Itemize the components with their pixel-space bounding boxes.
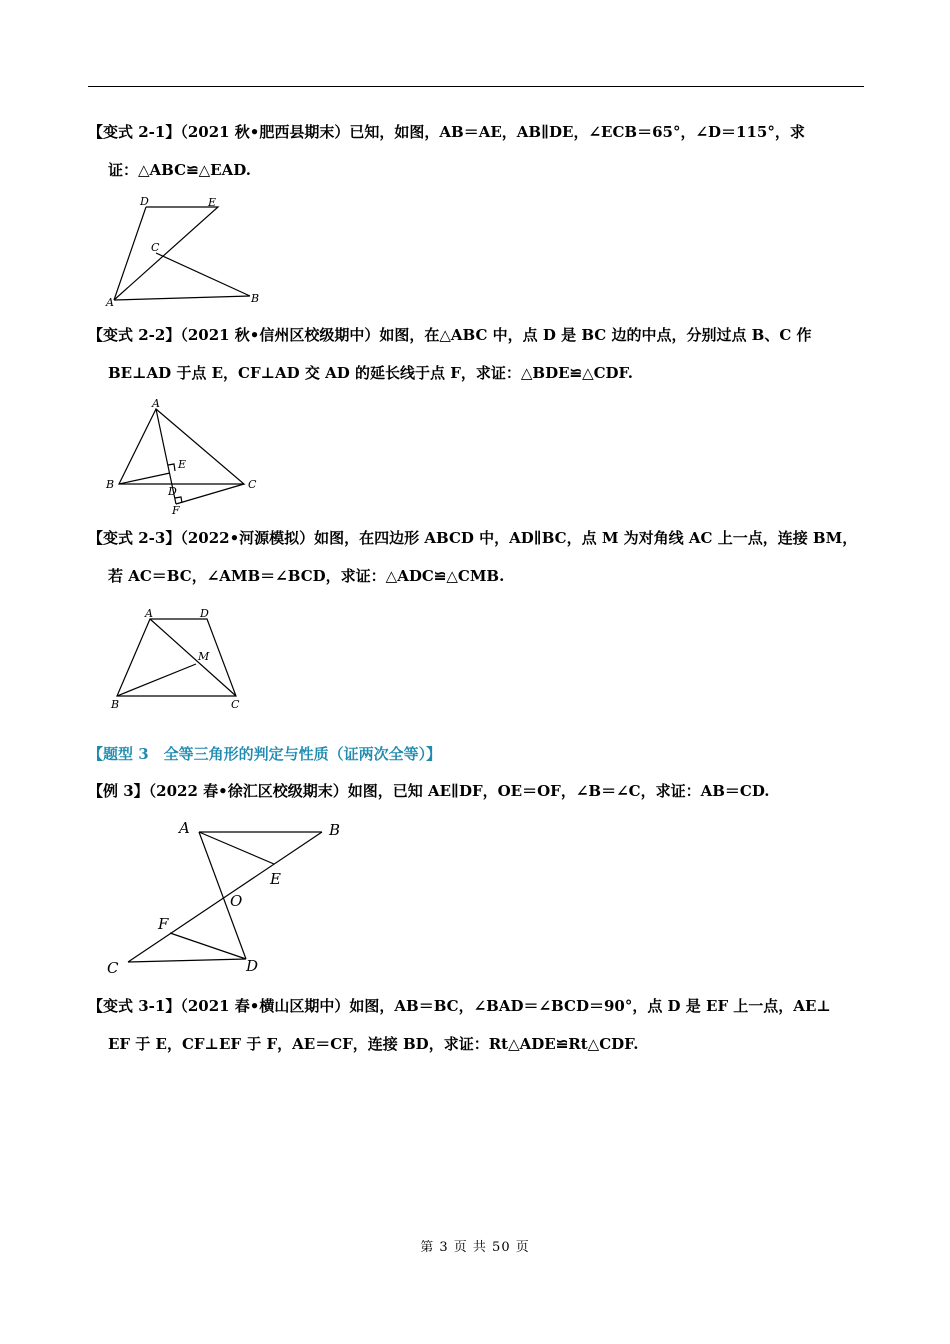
example-3-line1: 【例 3】（2022 春•徐汇区校级期末）如图，已知 AE∥DF，OE＝OF，∠B＝∠C，求证：AB＝CD. [88,782,770,800]
fig21-label: D [140,195,149,208]
figure-2-2 [100,396,270,516]
fig3-label: B [329,821,341,839]
figure-2-3 [100,600,260,715]
fig23-label: M [198,650,210,663]
fig21-label: E [208,196,217,209]
fig22-label: E [178,458,187,471]
problem-2-2-line1: 【变式 2-2】（2021 秋•信州区校级期中）如图，在△ABC 中，点 D 是 BC 边的中点，分别过点 B、C 作 [88,326,812,344]
fig3-line-fd [170,933,246,959]
fig22-label: D [168,485,177,498]
fig23-quad-abcd [117,619,236,696]
problem-2-1-line1: 【变式 2-1】（2021 秋•肥西县期末）已知，如图，AB＝AE，AB∥DE，∠ECB＝65°，∠D＝115°，求 [88,123,805,141]
fig3-label: C [107,959,119,977]
figure-2-1 [100,190,280,310]
fig23-line-ac [150,619,236,696]
problem-2-1 [88,113,868,189]
example-3 [88,772,868,810]
problem-2-2-line2: BE⊥AD 于点 E，CF⊥AD 交 AD 的延长线于点 F，求证：△BDE≌△CDF. [108,364,633,382]
page-footer: 第 3 页 共 50 页 [420,1240,530,1255]
fig21-line-cb [156,253,250,296]
fig3-line-ae [199,832,274,864]
fig22-line-be [119,473,170,484]
fig21-line-ab [114,296,250,300]
problem-3-1 [88,987,868,1063]
problem-2-1-line2: 证：△ABC≌△EAD. [108,161,251,179]
fig3-label: A [179,819,190,837]
fig3-label: F [158,915,169,933]
fig23-label: C [231,698,240,711]
fig22-label: F [172,504,180,517]
header-rule [88,86,864,87]
fig3-line-bc [128,832,322,962]
fig23-label: B [111,698,120,711]
fig22-line-cf [176,484,244,504]
problem-2-3-line1: 【变式 2-3】（2022•河源模拟）如图，在四边形 ABCD 中，AD∥BC，点 M 为对角线 AC 上一点，连接 BM， [88,529,858,547]
fig3-line-cd [128,959,246,962]
fig21-label: B [251,292,260,305]
fig22-triangle-abc [119,409,244,484]
fig22-label: B [106,478,115,491]
fig23-label: D [200,607,209,620]
problem-3-1-line2: EF 于 E，CF⊥EF 于 F，AE＝CF，连接 BD，求证：Rt△ADE≌Rt△CDF. [108,1035,639,1053]
fig3-label: E [270,870,281,888]
problem-3-1-line1: 【变式 3-1】（2021 春•横山区期中）如图，AB＝BC，∠BAD＝∠BCD＝90°，点 D 是 EF 上一点，AE⊥ [88,997,831,1015]
fig21-label: A [106,296,114,309]
problem-2-3 [88,519,868,595]
fig22-label: C [248,478,257,491]
fig21-label: C [151,241,160,254]
figure-3 [100,815,350,980]
section-heading: 【题型 3 全等三角形的判定与性质（证两次全等）】 [88,745,442,763]
fig23-label: A [145,607,153,620]
fig22-label: A [152,397,160,410]
problem-2-2 [88,316,868,392]
fig3-label: D [246,957,259,975]
problem-2-3-line2: 若 AC＝BC，∠AMB＝∠BCD，求证：△ADC≌△CMB. [108,567,505,585]
fig3-label: O [230,892,243,910]
